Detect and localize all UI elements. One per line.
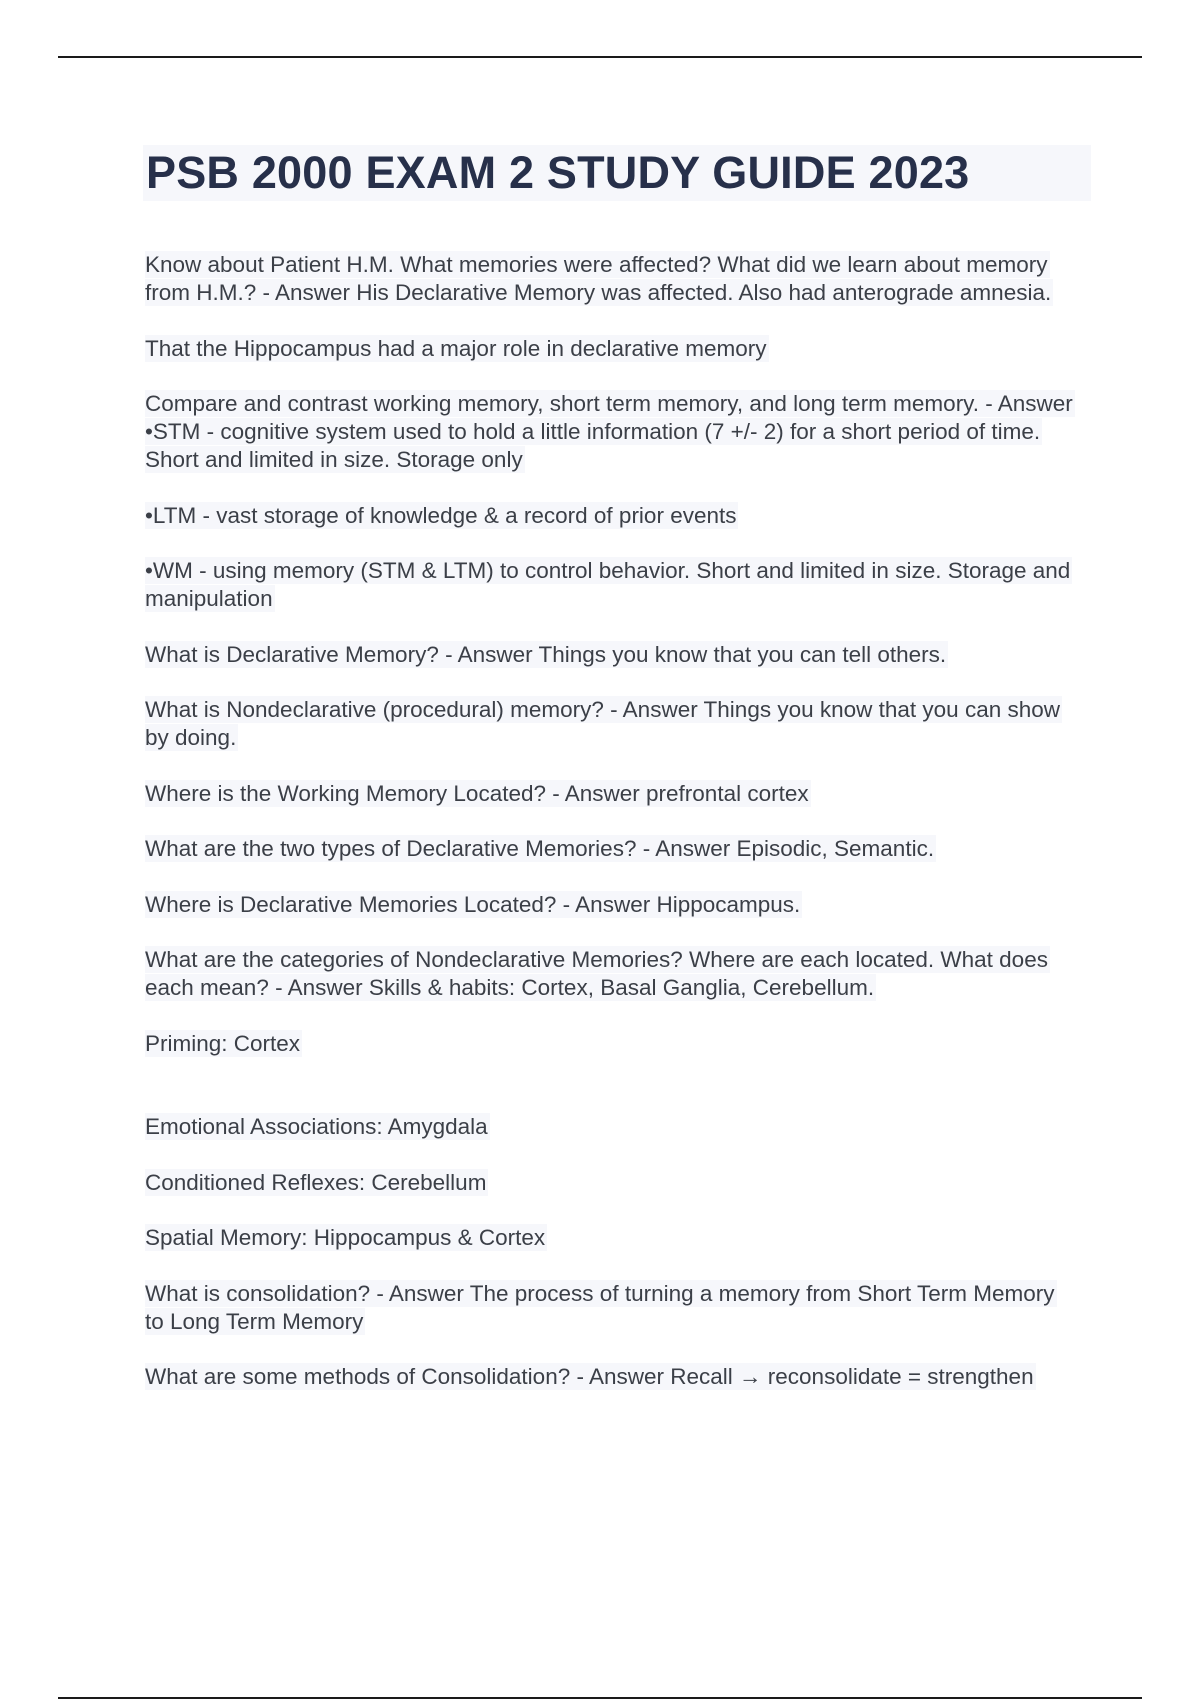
paragraph-emotional-associations: Emotional Associations: Amygdala <box>145 1114 488 1139</box>
paragraph-ltm: •LTM - vast storage of knowledge & a record of prior events <box>145 503 737 528</box>
paragraph-hippocampus: That the Hippocampus had a major role in declarative memory <box>145 336 767 361</box>
paragraph-working-memory-location: Where is the Working Memory Located? - Answer prefrontal cortex <box>145 781 809 806</box>
paragraph-hm: Know about Patient H.M. What memories were affected? What did we learn about memory from H.M.? - Answer His Declarative Memory was affected. Also had anterograde amnesia. <box>145 252 1052 305</box>
paragraph-nondeclarative: What is Nondeclarative (procedural) memory? - Answer Things you know that you can show by doing. <box>145 697 1060 750</box>
paragraph-consolidation: What is consolidation? - Answer The process of turning a memory from Short Term Memory to Long Term Memory <box>145 1281 1055 1334</box>
paragraph-conditioned-reflexes: Conditioned Reflexes: Cerebellum <box>145 1170 487 1195</box>
paragraph-nondeclarative-categories: What are the categories of Nondeclarative Memories? Where are each located. What does each mean? - Answer Skills & habits: Cortex, Basal Ganglia, Cerebellum. <box>145 947 1048 1000</box>
paragraph-consolidation-methods: What are some methods of Consolidation? - Answer Recall → reconsolidate = strengthen <box>145 1364 1034 1389</box>
top-rule <box>58 56 1142 58</box>
paragraph-declarative-location: Where is Declarative Memories Located? - Answer Hippocampus. <box>145 892 801 917</box>
bottom-rule <box>58 1697 1142 1699</box>
paragraph-declarative-types: What are the two types of Declarative Memories? - Answer Episodic, Semantic. <box>145 836 935 861</box>
paragraph-declarative: What is Declarative Memory? - Answer Things you know that you can tell others. <box>145 642 947 667</box>
paragraph-spatial-memory: Spatial Memory: Hippocampus & Cortex <box>145 1225 546 1250</box>
paragraph-compare-memory: Compare and contrast working memory, short term memory, and long term memory. - Answer •STM - cognitive system used to hold a little information (7 +/- 2) for a short period of time. Short and limited in size. Storage only <box>145 391 1073 472</box>
paragraph-wm: •WM - using memory (STM & LTM) to control behavior. Short and limited in size. Storage and manipulation <box>145 558 1071 611</box>
document-body <box>145 251 1075 1391</box>
paragraph-priming: Priming: Cortex <box>145 1031 301 1056</box>
document-title: PSB 2000 EXAM 2 STUDY GUIDE 2023 <box>146 147 970 198</box>
